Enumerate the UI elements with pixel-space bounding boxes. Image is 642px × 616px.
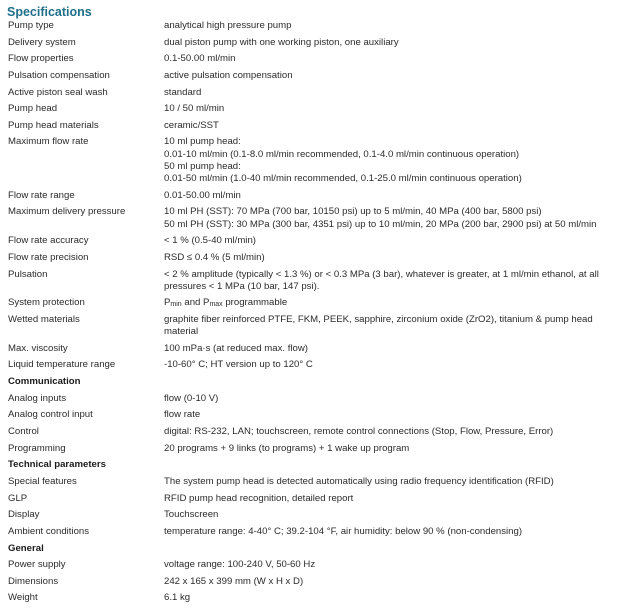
spec-value-line: 242 x 165 x 399 mm (W x H x D) xyxy=(164,575,304,587)
spec-row-control xyxy=(6,426,638,443)
spec-value-line: dual piston pump with one working piston, one auxiliary xyxy=(164,36,399,48)
spec-value-line: -10-60° C; HT version up to 120° C xyxy=(164,359,313,371)
spec-value-line: digital: RS-232, LAN; touchscreen, remote control connections (Stop, Flow, Pressure, Error) xyxy=(164,426,554,438)
spec-value xyxy=(164,190,638,207)
spec-row-power-supply xyxy=(6,559,638,576)
section-heading-communication xyxy=(6,376,638,393)
spec-row-ambient-conditions xyxy=(6,526,638,543)
spec-value-part: programmable xyxy=(222,297,288,309)
spec-row-flow-rate-accuracy xyxy=(6,235,638,252)
spec-value-line: pressures < 1 MPa (10 bar, 147 psi). xyxy=(164,280,320,292)
spec-label: Flow rate range xyxy=(8,189,75,201)
spec-value-part: P xyxy=(164,297,171,309)
spec-value-line: temperature range: 4-40° C; 39.2-104 °F, air humidity: below 90 % (non-condensing) xyxy=(164,525,523,537)
spec-label: Delivery system xyxy=(8,36,76,48)
spec-row-weight xyxy=(6,592,638,609)
spec-row-wetted-materials xyxy=(6,314,638,343)
spec-value-line: < 1 % (0.5-40 ml/min) xyxy=(164,235,256,247)
spec-value xyxy=(164,343,638,360)
spec-value xyxy=(164,37,638,54)
spec-value xyxy=(164,103,638,120)
spec-value-line: 0.01-50 ml/min (1.0-40 ml/min recommended, 0.1-25.0 ml/min continuous operation) xyxy=(164,173,522,185)
spec-label: Pump type xyxy=(8,20,54,31)
spec-value xyxy=(164,592,638,609)
spec-row-display xyxy=(6,509,638,526)
spec-label: Pump head xyxy=(8,103,58,115)
spec-label: Programming xyxy=(8,442,66,454)
spec-value xyxy=(164,443,638,460)
spec-label: Ambient conditions xyxy=(8,525,90,537)
spec-value xyxy=(164,409,638,426)
spec-value xyxy=(164,20,638,37)
spec-label: GLP xyxy=(8,492,28,504)
spec-value xyxy=(164,576,638,593)
spec-row-programming xyxy=(6,443,638,460)
spec-value xyxy=(164,509,638,526)
spec-label: Wetted materials xyxy=(8,313,80,325)
spec-value-line: active pulsation compensation xyxy=(164,69,293,81)
spec-table xyxy=(6,20,638,609)
spec-row-pulsation-compensation xyxy=(6,70,638,87)
spec-row-system-protection xyxy=(6,297,638,314)
spec-value xyxy=(164,493,638,510)
spec-label: Weight xyxy=(8,592,38,604)
spec-value xyxy=(164,314,638,343)
spec-label: Analog control input xyxy=(8,409,93,421)
spec-value xyxy=(164,269,638,298)
section-heading-general xyxy=(6,543,638,560)
spec-label: Liquid temperature range xyxy=(8,359,116,371)
spec-value xyxy=(164,559,638,576)
spec-row-pump-type xyxy=(6,20,638,37)
spec-label: Pulsation xyxy=(8,268,48,280)
spec-value-line: 0.01-10 ml/min (0.1-8.0 ml/min recommended, 0.1-4.0 ml/min continuous operation) xyxy=(164,148,520,160)
spec-label: Active piston seal wash xyxy=(8,86,108,98)
spec-value xyxy=(164,393,638,410)
spec-value-line: 100 mPa·s (at reduced max. flow) xyxy=(164,342,308,354)
spec-value xyxy=(164,297,638,314)
spec-value xyxy=(164,359,638,376)
section-heading: General xyxy=(8,542,44,554)
spec-value-line: flow (0-10 V) xyxy=(164,392,219,404)
spec-value xyxy=(164,206,638,235)
spec-label: Display xyxy=(8,509,40,521)
spec-value-line: 50 ml PH (SST): 30 MPa (300 bar, 4351 psi) up to 10 ml/min, 20 MPa (200 bar, 2900 psi) at 50 ml/min xyxy=(164,218,597,230)
spec-row-max-viscosity xyxy=(6,343,638,360)
spec-value-line: < 2 % amplitude (typically < 1.3 %) or < 0.3 MPa (3 bar), whatever is greater, at 1 ml/min ethanol, at all xyxy=(164,268,599,280)
spec-value-line: voltage range: 100-240 V, 50-60 Hz xyxy=(164,559,316,571)
section-heading: Technical parameters xyxy=(8,459,106,471)
spec-value-line: ceramic/SST xyxy=(164,119,219,131)
spec-row-flow-rate-precision xyxy=(6,252,638,269)
spec-label: Maximum flow rate xyxy=(8,136,89,148)
spec-row-active-piston-seal-wash xyxy=(6,87,638,104)
spec-row-maximum-flow-rate xyxy=(6,136,638,189)
spec-value-line: standard xyxy=(164,86,202,98)
spec-value-part: min xyxy=(170,301,182,309)
spec-row-analog-inputs xyxy=(6,393,638,410)
spec-label: Control xyxy=(8,426,39,438)
page-title: Specifications xyxy=(7,5,92,19)
spec-value-line: 10 ml pump head: xyxy=(164,136,241,148)
spec-label: Max. viscosity xyxy=(8,342,68,354)
spec-value xyxy=(164,252,638,269)
spec-value xyxy=(164,70,638,87)
spec-label: Power supply xyxy=(8,559,66,571)
spec-row-pump-head xyxy=(6,103,638,120)
spec-label: Special features xyxy=(8,475,77,487)
spec-label: Analog inputs xyxy=(8,392,67,404)
spec-value-line: 10 / 50 ml/min xyxy=(164,103,225,115)
spec-label: Pulsation compensation xyxy=(8,69,110,81)
spec-label: Pump head materials xyxy=(8,119,99,131)
spec-value-line: RFID pump head recognition, detailed report xyxy=(164,492,354,504)
spec-row-pump-head-materials xyxy=(6,120,638,137)
section-heading-technical-parameters xyxy=(6,459,638,476)
spec-value-line: analytical high pressure pump xyxy=(164,20,292,31)
spec-value xyxy=(164,426,638,443)
spec-value-line: 20 programs + 9 links (to programs) + 1 wake up program xyxy=(164,442,410,454)
spec-label: Flow properties xyxy=(8,53,74,65)
spec-value-line: The system pump head is detected automatically using radio frequency identification (RFID) xyxy=(164,475,554,487)
spec-row-liquid-temperature-range xyxy=(6,359,638,376)
spec-row-analog-control-input xyxy=(6,409,638,426)
spec-value xyxy=(164,526,638,543)
spec-label: Dimensions xyxy=(8,575,59,587)
spec-value-line: 0.01-50.00 ml/min xyxy=(164,189,241,201)
spec-label: Flow rate accuracy xyxy=(8,235,89,247)
spec-row-special-features xyxy=(6,476,638,493)
spec-value-line: 0.1-50.00 ml/min xyxy=(164,53,236,65)
spec-value-line: graphite fiber reinforced PTFE, FKM, PEEK, sapphire, zirconium oxide (ZrO2), titanium & pump head xyxy=(164,313,593,325)
spec-row-glp xyxy=(6,493,638,510)
section-heading: Communication xyxy=(8,376,81,388)
spec-row-maximum-delivery-pressure xyxy=(6,206,638,235)
spec-value-line: flow rate xyxy=(164,409,201,421)
spec-value-part: and P xyxy=(181,297,210,309)
spec-value-line: 50 ml pump head: xyxy=(164,160,241,172)
spec-value-line: Touchscreen xyxy=(164,509,219,521)
spec-row-flow-properties xyxy=(6,53,638,70)
spec-row-dimensions xyxy=(6,576,638,593)
spec-value-line: RSD ≤ 0.4 % (5 ml/min) xyxy=(164,251,265,263)
spec-row-pulsation xyxy=(6,269,638,298)
spec-value-part: max xyxy=(209,301,223,309)
spec-value-line: 10 ml PH (SST): 70 MPa (700 bar, 10150 psi) up to 5 ml/min, 40 MPa (400 bar, 5800 psi) xyxy=(164,206,542,218)
spec-value xyxy=(164,136,638,189)
spec-value xyxy=(164,476,638,493)
spec-label: Maximum delivery pressure xyxy=(8,206,126,218)
spec-label: System protection xyxy=(8,297,85,309)
spec-value xyxy=(164,235,638,252)
spec-value-line: 6.1 kg xyxy=(164,592,191,604)
spec-value xyxy=(164,53,638,70)
spec-label: Flow rate precision xyxy=(8,251,89,263)
spec-value xyxy=(164,87,638,104)
spec-row-delivery-system xyxy=(6,37,638,54)
spec-row-flow-rate-range xyxy=(6,190,638,207)
spec-value-line: material xyxy=(164,326,199,338)
spec-value xyxy=(164,120,638,137)
